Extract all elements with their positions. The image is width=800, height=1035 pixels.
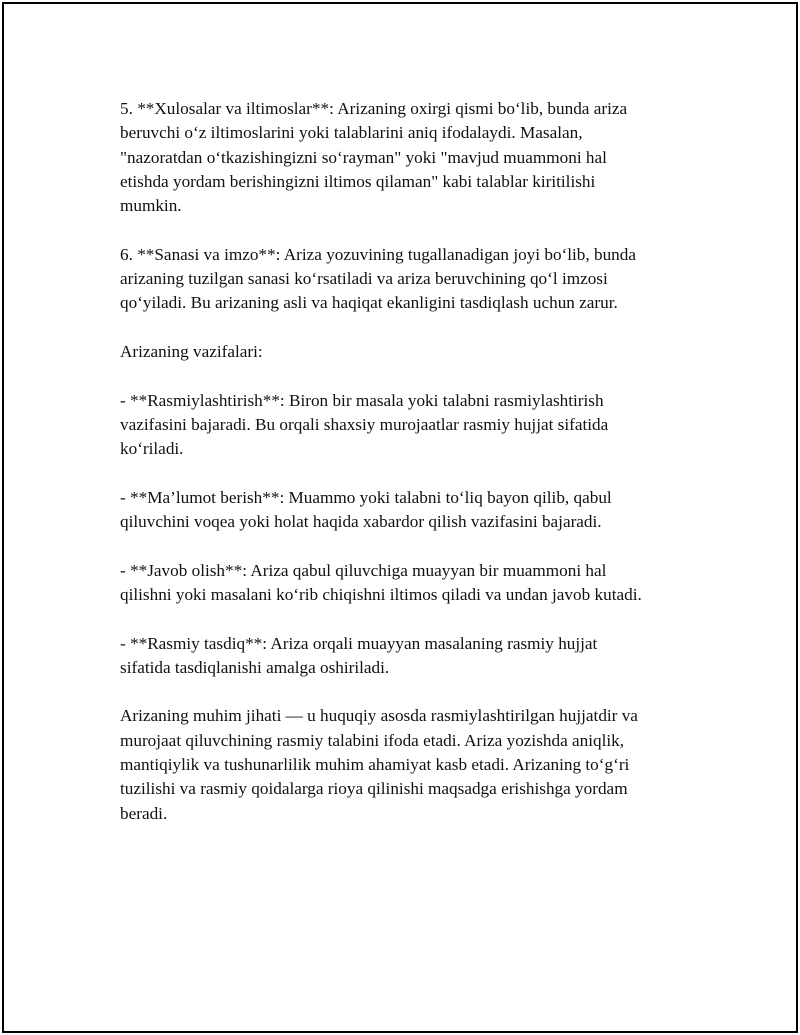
text-line: beruvchi o‘z iltimoslarini yoki talablarini aniq ifodalaydi. Masalan, [120,123,583,143]
text-line: 6. **Sanasi va imzo**: Ariza yozuvining tugallanadigan joyi bo‘lib, bunda [120,244,637,264]
text-line: beradi. [120,803,168,823]
text-line: sifatida tasdiqlanishi amalga oshiriladi. [120,657,390,677]
text-line: tuzilishi va rasmiy qoidalarga rioya qilinishi maqsadga erishishga yordam [120,779,628,799]
paragraph-date-signature [120,243,700,316]
section-heading-functions [120,340,700,364]
text-line: - **Rasmiy tasdiq**: Ariza orqali muayyan masalaning rasmiy hujjat [120,633,598,653]
document-body [120,97,700,826]
text-line: vazifasini bajaradi. Bu orqali shaxsiy murojaatlar rasmiy hujjat sifatida [120,414,609,434]
paragraph-conclusions-requests [120,97,700,218]
text-line: qilishni yoki masalani ko‘rib chiqishni iltimos qiladi va undan javob kutadi. [120,584,642,604]
text-line: - **Ma’lumot berish**: Muammo yoki talabni to‘liq bayon qilib, qabul [120,487,612,507]
text-line: Arizaning vazifalari: [120,341,263,361]
text-line: - **Rasmiylashtirish**: Biron bir masala yoki talabni rasmiylashtirish [120,390,604,410]
text-line: 5. **Xulosalar va iltimoslar**: Arizaning oxirgi qismi bo‘lib, bunda ariza [120,99,628,118]
text-line: qiluvchini voqea yoki holat haqida xabardor qilish vazifasini bajaradi. [120,512,602,532]
list-item-response [120,559,700,608]
text-line: mantiqiylik va tushunarlilik muhim ahamiyat kasb etadi. Arizaning to‘g‘ri [120,755,630,775]
page-frame [2,2,798,1033]
list-item-formalization [120,389,700,462]
text-line: mumkin. [120,196,182,216]
text-line: Arizaning muhim jihati — u huquqiy asosda rasmiylashtirilgan hujjatdir va [120,706,638,726]
text-line: murojaat qiluvchining rasmiy talabini ifoda etadi. Ariza yozishda aniqlik, [120,730,625,750]
list-item-information [120,486,700,535]
text-line: arizaning tuzilgan sanasi ko‘rsatiladi va ariza beruvchining qo‘l imzosi [120,269,608,289]
text-line: etishda yordam berishingizni iltimos qilaman" kabi talablar kiritilishi [120,171,596,191]
paragraph-summary [120,704,700,825]
list-item-official-approval [120,632,700,681]
text-line: ko‘riladi. [120,439,184,459]
text-line: qo‘yiladi. Bu arizaning asli va haqiqat ekanligini tasdiqlash uchun zarur. [120,293,618,313]
text-line: "nazoratdan o‘tkazishingizni so‘rayman" yoki "mavjud muammoni hal [120,147,607,167]
text-line: - **Javob olish**: Ariza qabul qiluvchiga muayyan bir muammoni hal [120,560,607,580]
